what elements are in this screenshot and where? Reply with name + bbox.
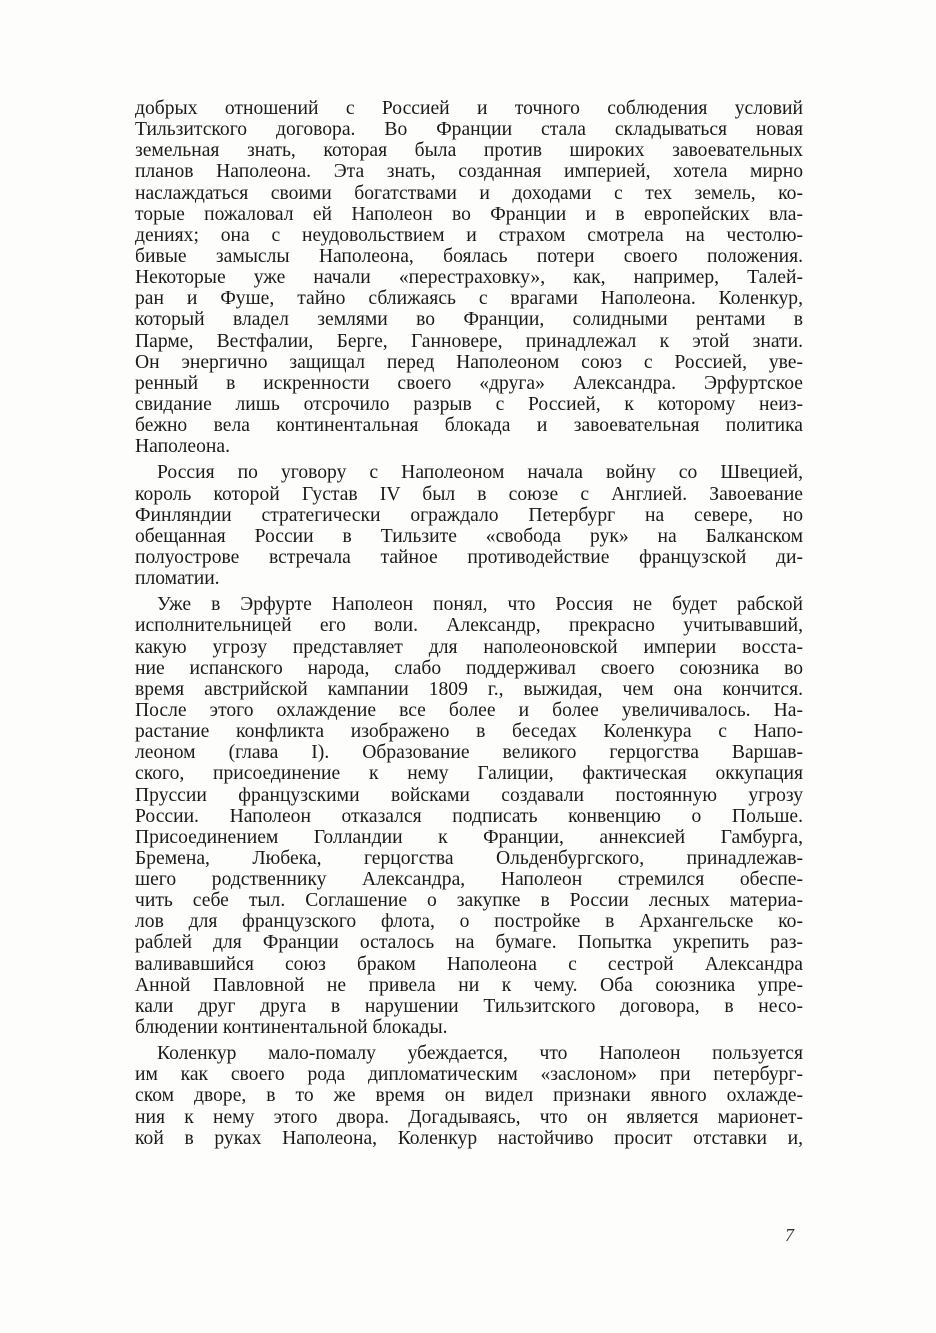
text-line: который владел землями во Франции, солидными рентами в bbox=[135, 309, 803, 331]
text-line: им как своего рода дипломатическим «заслоном» при петербург- bbox=[135, 1064, 803, 1086]
paragraph bbox=[135, 1043, 803, 1149]
text-line: Финляндии стратегически ограждало Петербург на севере, но bbox=[135, 504, 803, 526]
text-line: кой в руках Наполеона, Коленкур настойчиво просит отставки и, bbox=[135, 1127, 803, 1149]
page-number: 7 bbox=[785, 1225, 794, 1245]
text-line: ние испанского народа, слабо поддерживал своего союзника во bbox=[135, 657, 803, 679]
text-line: какую угрозу представляет для наполеоновской империи восста- bbox=[135, 636, 803, 658]
text-line: лов для французского флота, о постройке в Архангельске ко- bbox=[135, 911, 803, 933]
text-line: Пруссии французскими войсками создавали постоянную угрозу bbox=[135, 784, 803, 806]
body-text bbox=[135, 98, 803, 1149]
text-line: Анной Павловной не привела ни к чему. Оба союзника упре- bbox=[135, 974, 803, 996]
text-line: бежно вела континентальная блокада и завоевательная политика bbox=[135, 415, 803, 437]
text-line: ского, присоединение к нему Галиции, фактическая оккупация bbox=[135, 763, 803, 785]
text-line: чить себе тыл. Соглашение о закупке в России лесных материа- bbox=[135, 890, 803, 912]
paragraph bbox=[135, 462, 803, 589]
text-line: исполнительницей его воли. Александр, прекрасно учитывавший, bbox=[135, 615, 803, 637]
text-line: обещанная России в Тильзите «свобода рук» на Балканском bbox=[135, 525, 803, 547]
text-line: Присоединением Голландии к Франции, аннексией Гамбурга, bbox=[135, 826, 803, 848]
text-line: время австрийской кампании 1809 г., выжидая, чем она кончится. bbox=[135, 678, 803, 700]
text-line: Россия по уговору с Наполеоном начала войну со Швецией, bbox=[157, 462, 803, 484]
text-line: шего родственнику Александра, Наполеон стремился обеспе- bbox=[135, 869, 803, 891]
text-line: ском дворе, в то же время он видел признаки явного охлажде- bbox=[135, 1085, 803, 1107]
text-line: блюдении континентальной блокады. bbox=[135, 1017, 448, 1039]
text-line: Бремена, Любека, герцогства Ольденбургского, принадлежав- bbox=[135, 847, 803, 869]
text-line: пломатии. bbox=[135, 568, 220, 590]
text-line: полуострове встречала тайное противодействие французской ди- bbox=[135, 546, 803, 568]
text-line: растание конфликта изображено в беседах Коленкура с Напо- bbox=[135, 721, 803, 743]
text-line: ран и Фуше, тайно сближаясь с врагами Наполеона. Коленкур, bbox=[135, 288, 803, 310]
text-line: Тильзитского договора. Во Франции стала складываться новая bbox=[135, 119, 803, 141]
text-line: Парме, Вестфалии, Берге, Ганновере, принадлежал к этой знати. bbox=[135, 330, 803, 352]
text-line: После этого охлаждение все более и более увеличивалось. На- bbox=[135, 699, 803, 721]
text-line: наслаждаться своими богатствами и доходами с тех земель, ко- bbox=[135, 182, 803, 204]
text-line: ния к нему этого двора. Догадываясь, что он является марионет- bbox=[135, 1106, 803, 1128]
text-line: леоном (глава I). Образование великого герцогства Варшав- bbox=[135, 742, 803, 764]
text-line: Коленкур мало-помалу убеждается, что Наполеон пользуется bbox=[157, 1043, 803, 1065]
text-line: кали друг друга в нарушении Тильзитского договора, в несо- bbox=[135, 995, 803, 1017]
text-line: валивавшийся союз браком Наполеона с сестрой Александра bbox=[135, 953, 803, 975]
text-line: раблей для Франции осталось на бумаге. Попытка укрепить раз- bbox=[135, 932, 803, 954]
text-line: дениях; она с неудовольствием и страхом смотрела на честолю- bbox=[135, 224, 803, 246]
text-line: бивые замыслы Наполеона, боялась потери своего положения. bbox=[135, 245, 803, 267]
text-line: торые пожаловал ей Наполеон во Франции и в европейских вла- bbox=[135, 203, 803, 225]
paragraph bbox=[135, 98, 803, 457]
text-line: король которой Густав IV был в союзе с Англией. Завоевание bbox=[135, 483, 803, 505]
text-line: земельная знать, которая была против широких завоевательных bbox=[135, 140, 803, 162]
text-line: Некоторые уже начали «перестраховку», как, например, Талей- bbox=[135, 267, 803, 289]
text-line: Уже в Эрфурте Наполеон понял, что Россия не будет рабской bbox=[157, 594, 803, 616]
text-line: Наполеона. bbox=[135, 436, 230, 458]
text-line: России. Наполеон отказался подписать конвенцию о Польше. bbox=[135, 805, 803, 827]
paragraph bbox=[135, 594, 803, 1038]
text-line: добрых отношений с Россией и точного соблюдения условий bbox=[135, 98, 803, 119]
text-line: свидание лишь отсрочило разрыв с Россией, к которому неиз- bbox=[135, 393, 803, 415]
text-line: ренный в искренности своего «друга» Александра. Эрфуртское bbox=[135, 372, 803, 394]
text-line: планов Наполеона. Эта знать, созданная империей, хотела мирно bbox=[135, 161, 803, 183]
text-line: Он энергично защищал перед Наполеоном союз с Россией, уве- bbox=[135, 351, 803, 373]
